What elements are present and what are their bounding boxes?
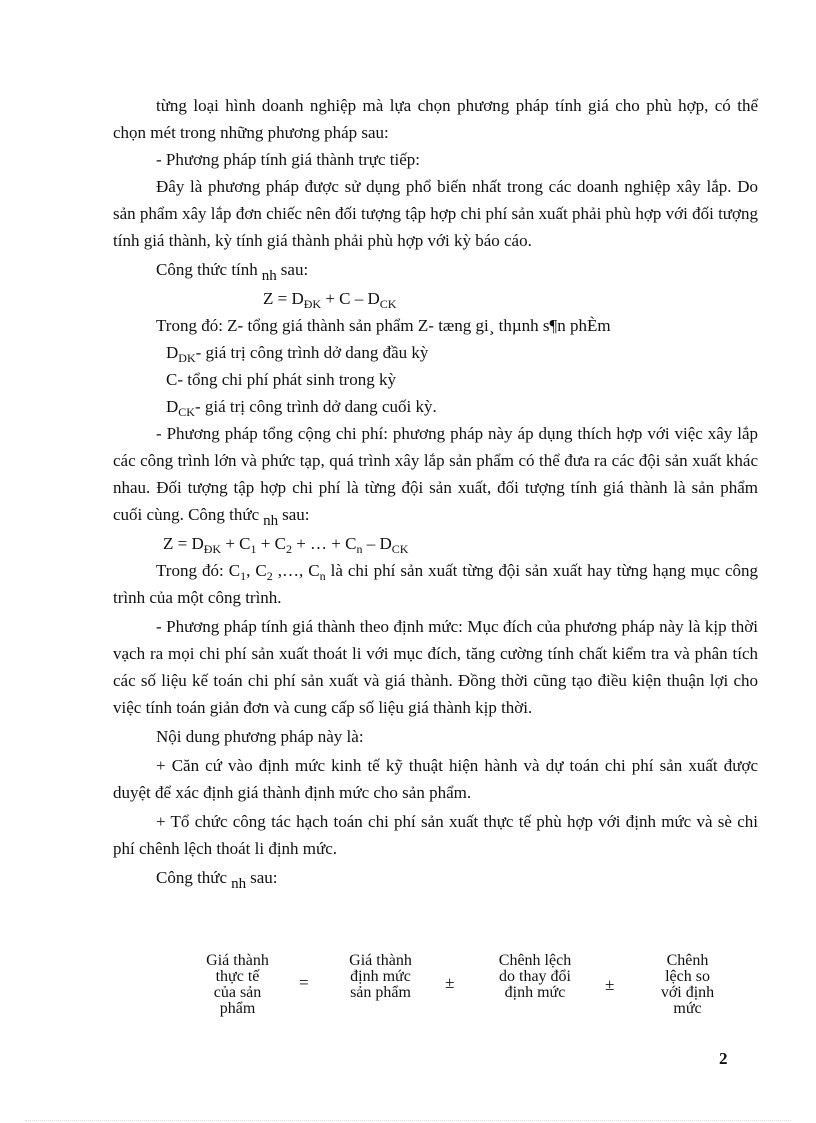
plus-minus-sign-2: ± [605, 975, 615, 994]
definition-c: C- tổng chi phí phát sinh trong kỳ [166, 370, 396, 389]
page-number: 2 [719, 1049, 728, 1068]
equals-sign: = [299, 973, 309, 992]
paragraph-step-2: + Tổ chức công tác hạch toán chi phí sản xuất thực tế phù hợp với định mức và sè chi phí chênh lệch thoát li định mức. [113, 812, 758, 858]
heading-direct-method: - Phương pháp tính giá thành trực tiếp: [156, 150, 420, 169]
definition-ck: $D_{CK}-$ giá trị công trình dở dang cuối kỳ. [166, 397, 437, 419]
paragraph-intro: từng loại hình doanh nghiệp mà lựa chọn phương pháp tính giá cho phù hợp, có thể chọn mét trong những phương pháp sau: [113, 96, 758, 142]
paragraph-content-intro: Nội dung phương pháp này là: [156, 727, 364, 746]
paragraph-step-1: + Căn cứ vào định mức kinh tế kỹ thuật hiện hành và dự toán chi phí sản xuất được duyệt để xác định giá thành định mức cho sản phẩm. [113, 756, 758, 802]
formula-col-actual-cost: Giá thành thực tế của sản phẩm [206, 952, 269, 1017]
paragraph-total-cost-method: - Phương pháp tổng cộng chi phí: phương pháp này áp dụng thích hợp với việc xây lắp các công trình lớn và phức tạp, quá trình xây lắp sản phẩm có thể đưa ra các đội sản xuất khác nhau. Đối tượng tập hợp chi phí là từng đội sản xuất, đối tượng tính giá thành là sản phẩm cuối cùng. Công thức nh sau: [113, 424, 758, 529]
definition-dk: $D_{DK}-$ giá trị công trình dở dang đầu kỳ [166, 343, 429, 365]
formula-total-cost: $Z = D_{ĐK} + C_1 + C_2$ + … + $C_n - D_{CK}$ [163, 534, 409, 556]
footer-dotted-line [25, 1120, 791, 1121]
paragraph-direct-method: Đây là phương pháp được sử dụng phổ biến nhất trong các doanh nghiệp xây lắp. Do sản phẩm xây lắp đơn chiếc nên đối tượng tập hợp chi phí sản xuất phải phù hợp với đối tượng tính giá thành, kỳ tính giá thành phải phù hợp với kỳ báo cáo. [113, 177, 758, 250]
paragraph-where-2: Trong đó: $C_1$, $C_2$ ,…, $C_n$ là chi phí sản xuất từng đội sản xuất hay từng hạng mục công trình của một công trình. [113, 561, 759, 607]
formula-col-norm-cost: Giá thành định mức sản phẩm [349, 952, 412, 1001]
paragraph-formula-intro-1: Công thức tính nh sau: [156, 260, 309, 284]
body-text [113, 92, 758, 893]
formula-direct: $Z = D_{ĐK} + C - D_{CK}$ [263, 289, 397, 311]
formula-col-norm-change: Chênh lệch do thay đổi định mức [498, 952, 572, 1001]
paragraph-where-1: Trong đó: Z- tổng giá thành sản phẩm Z- tæng gi¸ thµnh s¶n phÈm [156, 316, 611, 335]
plus-minus-sign-1: ± [445, 973, 455, 992]
formula-col-deviation: Chênh lệch so với định mức [660, 952, 715, 1017]
paragraph-norm-method: - Phương pháp tính giá thành theo định mức: Mục đích của phương pháp này là kịp thời vạch ra mọi chi phí sản xuất thoát li với mục đích, tăng cường tính chất kiểm tra và phân tích các số liệu kế toán chi phí sản xuất và giá thành. Đồng thời cũng tạo điều kiện thuận lợi cho việc tính toán giản đơn và cung cấp số liệu giá thành kịp thời. [113, 617, 758, 717]
paragraph-formula-intro-3: Công thức nh sau: [156, 868, 278, 892]
